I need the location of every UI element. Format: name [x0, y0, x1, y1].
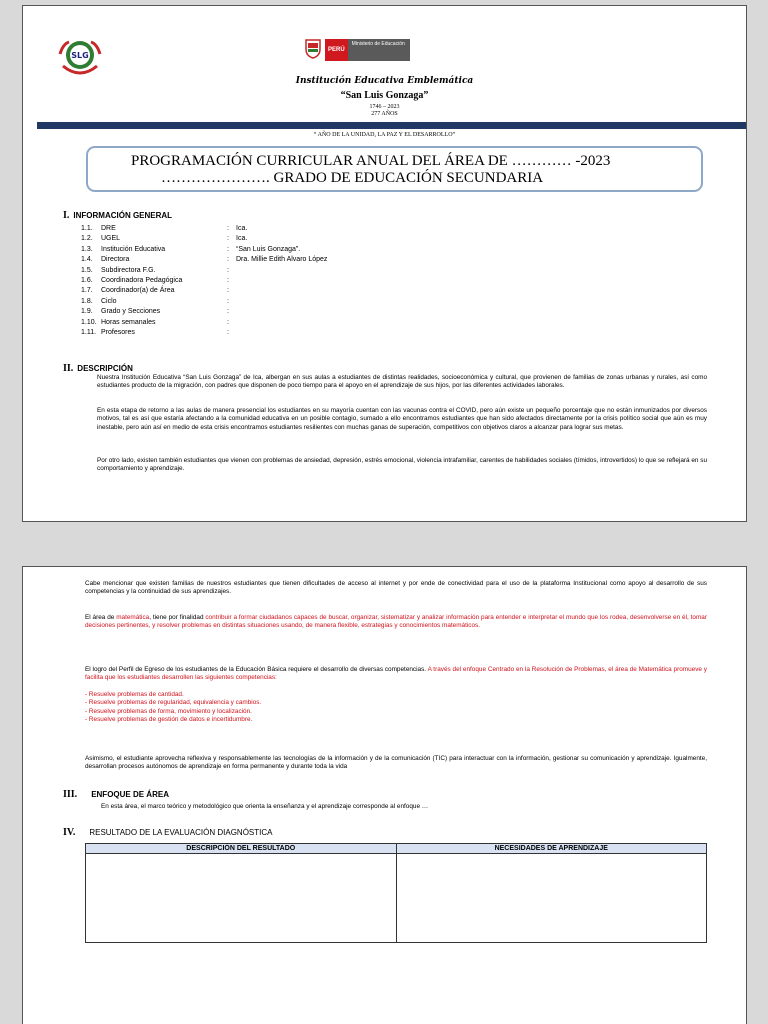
connectivity-paragraph: Cabe mencionar que existen familias de nuestros estudiantes que tienen dificultades de acceso al internet y por ende de conectividad para el uso de la plataforma Institucional como apoyo al desarrollo de sus competencias y la continuidad de sus aprendizajes.: [85, 580, 707, 596]
info-row: [81, 255, 328, 265]
row-value: Ica.: [236, 235, 248, 243]
section-number: II.: [63, 363, 74, 374]
row-label: Profesores: [101, 329, 135, 336]
row-colon: :: [227, 308, 229, 316]
row-label: Directora: [101, 256, 130, 264]
row-number: 1.1.: [81, 225, 93, 232]
row-label: Subdirectora F.G.: [101, 266, 156, 274]
diagnostic-table: [85, 843, 707, 943]
row-colon: :: [227, 225, 229, 232]
info-row: [81, 266, 229, 276]
section-number: IV.: [63, 827, 76, 838]
table-header-needs: NECESIDADES DE APRENDIZAJE: [396, 844, 707, 854]
text: El logro del Perfil de Egreso de los estudiantes de la Educación Básica requiere el desarrollo de diversas competencias.: [85, 666, 428, 673]
row-label: Grado y Secciones: [101, 308, 161, 316]
row-label: Ciclo: [101, 297, 117, 305]
row-colon: :: [227, 277, 229, 284]
info-row: [81, 276, 229, 286]
section-number: III.: [63, 789, 78, 800]
section-3-heading: [63, 789, 169, 800]
school-years: [23, 104, 746, 118]
row-label: Coordinador(a) de Área: [101, 287, 175, 295]
row-value: “San Luis Gonzaga”.: [236, 245, 301, 253]
info-row: [81, 297, 229, 307]
info-row: [81, 245, 301, 255]
row-value: Dra. Millie Edith Alvaro López: [236, 256, 328, 264]
institution-title: Institución Educativa Emblemática: [295, 76, 474, 86]
section-4-heading: [63, 827, 272, 838]
text: , tiene por finalidad: [149, 614, 206, 621]
document-page-1: [22, 5, 747, 522]
header-divider: [37, 122, 746, 129]
area-purpose-paragraph: [85, 614, 707, 631]
ministry-label: Ministerio de Educación: [348, 39, 410, 61]
row-label: Coordinadora Pedagógica: [101, 277, 183, 284]
competencies-paragraph: [85, 666, 707, 683]
row-number: 1.6.: [81, 277, 93, 284]
row-number: 1.10.: [81, 318, 97, 326]
description-paragraph-1: Nuestra Institución Educativa “San Luis Gonzaga” de Ica, albergan en sus aulas a estudiantes de distintas realidades, socioeconómica y cultural, que provienen de familias de zonas urbanas y rurales, así como estudiantes producto de la migración, con padres que disponen de poco tiempo para el apoyo en el aprendizaje de sus hijos, por las diferentes actividades laborales.: [97, 374, 707, 390]
info-row: [81, 286, 229, 296]
row-number: 1.4.: [81, 256, 93, 264]
ministry-logo: [305, 39, 410, 61]
row-colon: :: [227, 297, 229, 305]
peru-shield-icon: [305, 39, 321, 59]
section-title: DESCRIPCIÓN: [77, 364, 133, 373]
peru-label: PERÚ: [325, 39, 348, 61]
row-colon: :: [227, 318, 229, 326]
row-number: 1.11.: [81, 329, 97, 336]
description-paragraph-3: Por otro lado, existen también estudiantes que vienen con problemas de ansiedad, depresión, estrés emocional, violencia intrafamiliar, carentes de habilidades sociales (tímidos, introvertidos) lo que se reflejará en su comportamiento y aprendizaje.: [97, 457, 707, 473]
svg-text:SLG: SLG: [71, 51, 89, 60]
info-row: [81, 318, 229, 328]
approach-paragraph: En esta área, el marco teórico y metodológico que orienta la enseñanza y el aprendizaje corresponde al enfoque …: [101, 803, 429, 810]
approach-text: A través del enfoque Centrado en la Resolución de Problemas, el área de Matemática promueve y facilita que los estudiantes desarrollen las siguientes competencias:: [85, 666, 707, 682]
title-line-2: …………………. GRADO DE EDUCACIÓN SECUNDARIA: [161, 170, 544, 186]
section-title: ENFOQUE DE ÁREA: [91, 790, 169, 799]
row-number: 1.5.: [81, 266, 93, 274]
section-title: INFORMACIÓN GENERAL: [73, 211, 173, 220]
info-row: [81, 224, 248, 234]
description-paragraph-2: En esta etapa de retorno a las aulas de manera presencial los estudiantes en su mayoría cuentan con las vacunas contra el COVID, pero aún existe un pequeño porcentaje que no están inmunizados por diversos motivos, tal es así que estaría afectando a la comunidad educativa en un posible contagio, sumado a ello encontramos estudiantes que han sido afectados directamente por la crisis político social que aún es muy inestable, pero aún así en medio de esta crisis encontramos estudiantes resilientes con muchas ganas de superación, competitivos con objetivos claros a alcanzar para lograr sus metas.: [97, 407, 707, 431]
competency-item: - Resuelve problemas de forma, movimiento y localización.: [85, 707, 252, 715]
section-2-heading: [63, 363, 133, 374]
anniversary: 277 AÑOS: [371, 111, 398, 117]
year-motto: “ AÑO DE LA UNIDAD, LA PAZ Y EL DESARROLLO”: [313, 132, 456, 138]
row-colon: :: [227, 287, 229, 295]
table-cell-needs[interactable]: [396, 854, 707, 943]
row-value: Ica.: [236, 225, 248, 232]
row-colon: :: [227, 329, 229, 336]
section-1-heading: [63, 210, 172, 221]
row-number: 1.2.: [81, 235, 93, 243]
row-colon: :: [227, 266, 229, 274]
area-name: matemática: [116, 614, 150, 621]
competency-list: [85, 691, 707, 724]
years-range: 1746 – 2023: [369, 104, 400, 110]
document-title-box: [86, 146, 703, 192]
row-label: UGEL: [101, 235, 121, 243]
section-number: I.: [63, 210, 70, 221]
school-name: “San Luis Gonzaga”: [340, 90, 429, 101]
document-page-2: [22, 566, 747, 1024]
row-label: Institución Educativa: [101, 245, 166, 253]
row-label: DRE: [101, 225, 116, 232]
competency-item: - Resuelve problemas de regularidad, equivalencia y cambios.: [85, 699, 262, 707]
row-number: 1.7.: [81, 287, 93, 295]
row-colon: :: [227, 235, 229, 243]
tic-paragraph: Asimismo, el estudiante aprovecha reflexiva y responsablemente las tecnologías de la información y de la comunicación (TIC) para interactuar con la información, gestionar su comunicación y aprendizaje. Igualmente, desarrollan procesos autónomos de aprendizaje en forma permanente y durante toda la vida: [85, 755, 707, 771]
title-line-1: PROGRAMACIÓN CURRICULAR ANUAL DEL ÁREA DE ………… -2023: [131, 153, 611, 169]
area-purpose: contribuir a formar ciudadanos capaces de buscar, organizar, sistematizar y analizar información para entender e interpretar el mundo que los rodea, desenvolverse en él, tomar decisiones pertinentes, y resolver problemas en distintas situaciones usando, de manera flexible, estrategias y conocimientos matemáticos.: [85, 614, 707, 630]
school-crest-logo: [57, 36, 103, 80]
competency-item: - Resuelve problemas de cantidad.: [85, 691, 184, 698]
text: El área de: [85, 614, 117, 621]
row-number: 1.8.: [81, 297, 93, 305]
info-row: [81, 328, 229, 338]
table-cell-description[interactable]: [86, 854, 397, 943]
row-label: Horas semanales: [101, 318, 156, 326]
info-row: [81, 307, 229, 317]
row-number: 1.9.: [81, 308, 93, 316]
competency-item: - Resuelve problemas de gestión de datos e incertidumbre.: [85, 715, 253, 723]
row-colon: :: [227, 256, 229, 264]
row-number: 1.3.: [81, 245, 93, 253]
info-row: [81, 234, 248, 244]
table-row: [86, 854, 707, 943]
row-colon: :: [227, 245, 229, 253]
section-title: RESULTADO DE LA EVALUACIÓN DIAGNÓSTICA: [89, 828, 273, 837]
table-header-description: DESCRIPCIÓN DEL RESULTADO: [86, 844, 397, 854]
